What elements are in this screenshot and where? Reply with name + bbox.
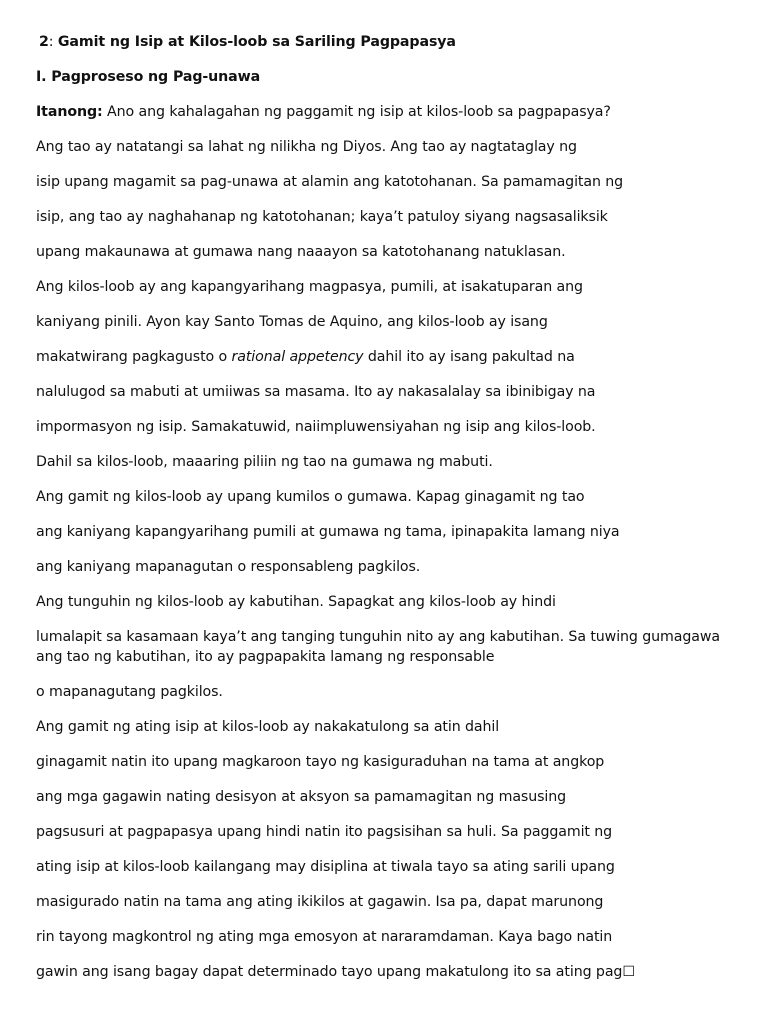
rational-line xyxy=(36,347,736,367)
text-line: ang kaniyang kapangyarihang pumili at gumawa ng tama, ipinapakita lamang niya xyxy=(36,524,620,540)
section-heading: I. Pagproseso ng Pag-unawa xyxy=(36,69,261,85)
question-label: Itanong: xyxy=(36,104,103,120)
text-line: rin tayong magkontrol ng ating mga emosyon at nararamdaman. Kaya bago natin xyxy=(36,929,613,945)
rational-before: makatwirang pagkagusto o xyxy=(36,349,232,365)
rational-after: dahil ito ay isang pakultad na xyxy=(363,349,575,365)
text-line: ating isip at kilos-loob kailangang may disiplina at tiwala tayo sa ating sarili upang xyxy=(36,859,615,875)
text-line: ginagamit natin ito upang magkaroon tayo ng kasiguraduhan na tama at angkop xyxy=(36,754,605,770)
text-line: Ang gamit ng ating isip at kilos-loob ay nakakatulong sa atin dahil xyxy=(36,719,500,735)
title-number: 2 xyxy=(39,34,49,50)
text-line: Ang kilos-loob ay ang kapangyarihang magpasya, pumili, at isakatuparan ang xyxy=(36,279,583,295)
text-line: upang makaunawa at gumawa nang naaayon sa katotohanang natuklasan. xyxy=(36,244,566,260)
text-line: gawin ang isang bagay dapat determinado tayo upang makatulong ito sa ating pag☐ xyxy=(36,964,635,980)
question-line xyxy=(36,102,736,122)
question-text: Ano ang kahalagahan ng paggamit ng isip at kilos-loob sa pagpapasya? xyxy=(102,104,611,120)
text-line: ang mga gagawin nating desisyon at aksyon sa pamamagitan ng masusing xyxy=(36,789,567,805)
text-line: isip upang magamit sa pag-unawa at alamin ang katotohanan. Sa pamamagitan ng xyxy=(36,174,624,190)
text-line: kaniyang pinili. Ayon kay Santo Tomas de Aquino, ang kilos-loob ay isang xyxy=(36,314,548,330)
text-line: ang kaniyang mapanagutan o responsableng pagkilos. xyxy=(36,559,421,575)
text-line: impormasyon ng isip. Samakatuwid, naiimpluwensiyahan ng isip ang kilos-loob. xyxy=(36,419,596,435)
text-line: nalulugod sa mabuti at umiiwas sa masama. Ito ay nakasalalay sa ibinibigay na xyxy=(36,384,596,400)
text-line: isip, ang tao ay naghahanap ng katotohanan; kaya’t patuloy siyang nagsasaliksik xyxy=(36,209,608,225)
text-line: pagsusuri at pagpapasya upang hindi natin ito pagsisihan sa huli. Sa paggamit ng xyxy=(36,824,613,840)
text-line: Dahil sa kilos-loob, maaaring piliin ng tao na gumawa ng mabuti. xyxy=(36,454,493,470)
title-text: Gamit ng Isip at Kilos-loob sa Sariling Pagpapasya xyxy=(57,34,456,50)
wrapped-paragraph: lumalapit sa kasamaan kaya’t ang tanging tunguhin nito ay ang kabutihan. Sa tuwing gumagawa ang tao ng kabutihan, ito ay pagpapakita lamang ng responsable xyxy=(36,629,720,665)
text-line: Ang tunguhin ng kilos-loob ay kabutihan. Sapagkat ang kilos-loob ay hindi xyxy=(36,594,556,610)
text-line: Ang tao ay natatangi sa lahat ng nilikha ng Diyos. Ang tao ay nagtataglay ng xyxy=(36,139,577,155)
text-line: masigurado natin na tama ang ating ikikilos at gagawin. Isa pa, dapat marunong xyxy=(36,894,604,910)
text-line: Ang gamit ng kilos-loob ay upang kumilos o gumawa. Kapag ginagamit ng tao xyxy=(36,489,585,505)
rational-italic-term: rational appetency xyxy=(231,349,364,365)
text-line: o mapanagutang pagkilos. xyxy=(36,684,223,700)
document-title xyxy=(36,32,736,52)
title-colon: : xyxy=(48,34,54,50)
